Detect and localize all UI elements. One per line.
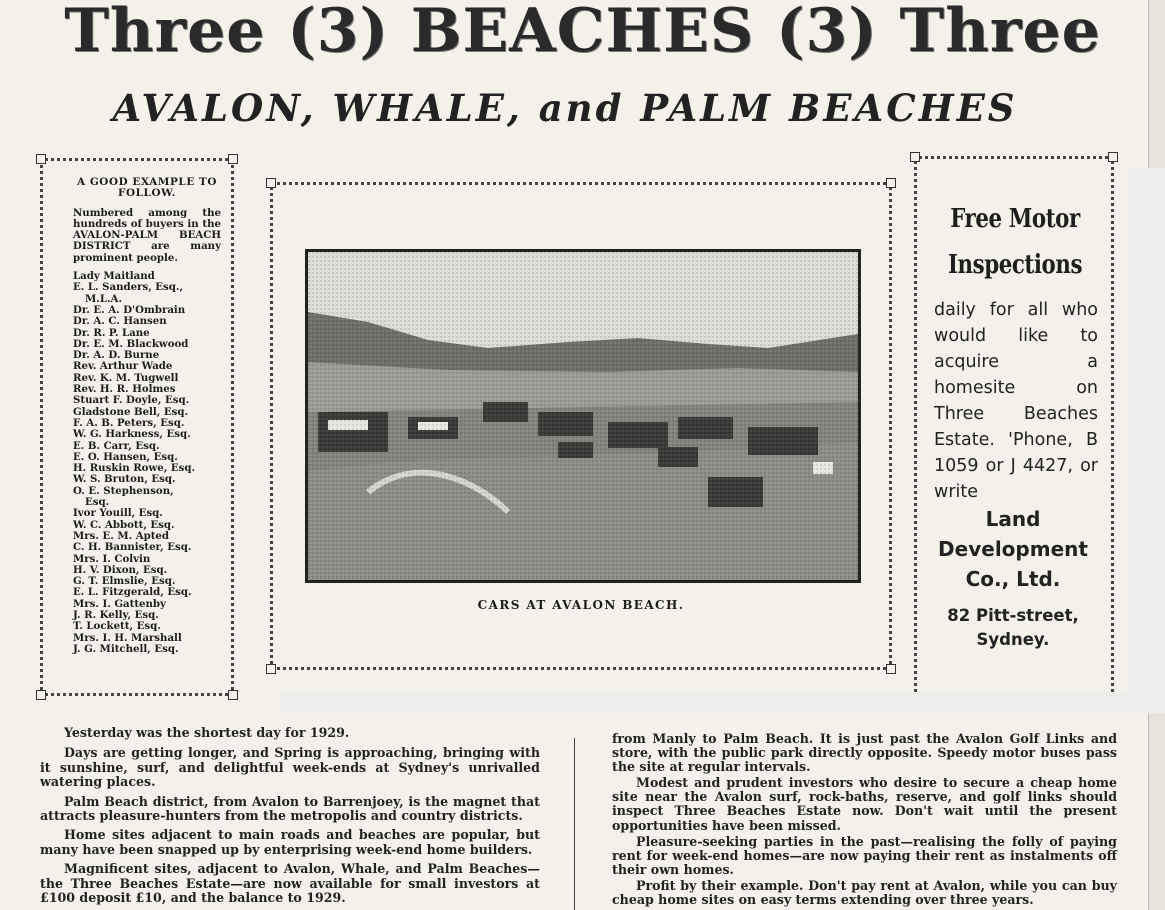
buyer-name: Dr. E. A. D'Ombrain xyxy=(73,303,186,316)
article-paragraph: Home sites adjacent to main roads and beaches are popular, but many have been snapped up by enterprising week-end home builders. xyxy=(40,827,540,857)
address-line: 82 Pitt-street, xyxy=(947,606,1079,625)
buyer-name: E. O. Hansen, Esq. xyxy=(73,450,178,463)
buyer-name: Dr. A. C. Hansen xyxy=(73,315,167,328)
address-line: Sydney. xyxy=(976,630,1050,649)
buyers-list xyxy=(73,271,221,655)
buyer-name: C. H. Bannister, Esq. xyxy=(73,541,192,554)
buyer-name: J. G. Mitchell, Esq. xyxy=(73,642,179,655)
article-paragraph: Magnificent sites, adjacent to Avalon, Whale, and Palm Beaches—the Three Beaches Estate—are now available for small investors at £100 deposit £10, and the balance to 1929. xyxy=(40,861,540,906)
buyer-name: Rev. Arthur Wade xyxy=(73,360,173,373)
buyer-name: W. G. Harkness, Esq. xyxy=(73,428,191,441)
subheadline: AVALON, WHALE, and PALM BEACHES xyxy=(112,86,1018,130)
buyer-name: Mrs. I. Gattenby xyxy=(73,597,166,610)
buyer-name: Ivor Youill, Esq. xyxy=(73,507,163,520)
title-line: Inspections xyxy=(947,250,1083,280)
buyers-intro: Numbered among the hundreds of buyers in the AVALON-PALM BEACH DISTRICT are many prominent people. xyxy=(73,206,221,264)
buyer-name: Mrs. I. H. Marshall xyxy=(73,631,182,644)
buyer-name: O. E. Stephenson, xyxy=(73,484,174,497)
article-paragraph: Pleasure-seeking parties in the past—realising the folly of paying rent for week-end homes—are now paying their rent as instalments off their own homes. xyxy=(612,833,1117,877)
photo-caption: CARS AT AVALON BEACH. xyxy=(477,598,685,612)
buyer-name: M.L.A. xyxy=(85,292,122,305)
buyer-name: H. Ruskin Rowe, Esq. xyxy=(73,462,195,475)
inspections-body: daily for all who would like to acquire a homesite on Three Beaches Estate. 'Phone, B 1059 or J 4427, or write xyxy=(934,300,1098,502)
photo-image xyxy=(308,252,858,580)
article-paragraph: Yesterday was the shortest day for 1929. xyxy=(64,725,350,740)
buyer-name: Rev. H. R. Holmes xyxy=(73,383,176,396)
headline: Three (3) BEACHES (3) Three xyxy=(64,0,1101,66)
inspections-title xyxy=(945,196,1084,288)
avalon-beach-photo xyxy=(305,249,861,583)
buyer-name: Mrs. E. M. Apted xyxy=(73,529,170,542)
buyer-name: Esq. xyxy=(85,496,110,509)
scan-band-bottom xyxy=(280,693,1165,713)
buyer-name: G. T. Elmslie, Esq. xyxy=(73,575,176,588)
buyer-name: Dr. A. D. Burne xyxy=(73,349,160,362)
article-paragraph: Profit by their example. Don't pay rent at Avalon, while you can buy cheap home sites on easy terms extending over three years. xyxy=(612,877,1117,908)
buyer-name: E. L. Sanders, Esq., xyxy=(73,281,183,294)
buyer-name: F. A. B. Peters, Esq. xyxy=(73,416,185,429)
buyer-name: E. B. Carr, Esq. xyxy=(73,439,160,452)
article-paragraph: from Manly to Palm Beach. It is just past the Avalon Golf Links and store, with the public park directly opposite. Speedy motor buses pass the site at regular intervals. xyxy=(612,731,1117,775)
title-line: Free Motor xyxy=(950,204,1080,234)
buyer-name: Stuart F. Doyle, Esq. xyxy=(73,394,190,407)
buyer-name: Dr. R. P. Lane xyxy=(73,326,150,339)
buyer-name: Rev. K. M. Tugwell xyxy=(73,371,179,384)
company-name xyxy=(930,504,1096,594)
article-left-column xyxy=(40,726,540,910)
buyers-heading: A GOOD EXAMPLE TO FOLLOW. xyxy=(76,176,218,200)
article-paragraph: Palm Beach district, from Avalon to Barrenjoey, is the magnet that attracts pleasure-hunters from the metropolis and country districts. xyxy=(40,793,540,824)
article-paragraph: Days are getting longer, and Spring is approaching, bringing with it sunshine, surf, and delightful week-ends at Sydney's unrivalled watering places. xyxy=(40,745,540,790)
buyer-name: Lady Maitland xyxy=(73,270,155,283)
prominent-buyers-box xyxy=(40,158,234,696)
buyer-name: J. R. Kelly, Esq. xyxy=(73,608,159,621)
company-address xyxy=(930,604,1096,652)
company-line: Co., Ltd. xyxy=(965,567,1061,591)
buyer-name: Gladstone Bell, Esq. xyxy=(73,405,189,418)
scan-band xyxy=(1128,168,1165,708)
company-line: Land xyxy=(985,507,1041,531)
buyer-name: Mrs. I. Colvin xyxy=(73,552,151,565)
article-paragraph: Modest and prudent investors who desire to secure a cheap home site near the Avalon surf, rock-baths, reserve, and golf links should inspect Three Beaches Estate now. Don't wait until the present opportunities have been missed. xyxy=(612,775,1117,833)
buyer-name: E. L. Fitzgerald, Esq. xyxy=(73,586,192,599)
buyer-name: Dr. E. M. Blackwood xyxy=(73,337,189,350)
column-rule xyxy=(574,738,575,910)
buyer-name: T. Lockett, Esq. xyxy=(73,620,161,633)
article-right-column xyxy=(612,732,1117,909)
buyer-name: H. V. Dixon, Esq. xyxy=(73,563,168,576)
buyer-name: W. C. Abbott, Esq. xyxy=(73,518,175,531)
company-line: Development xyxy=(938,537,1088,561)
buyer-name: W. S. Bruton, Esq. xyxy=(73,473,176,486)
